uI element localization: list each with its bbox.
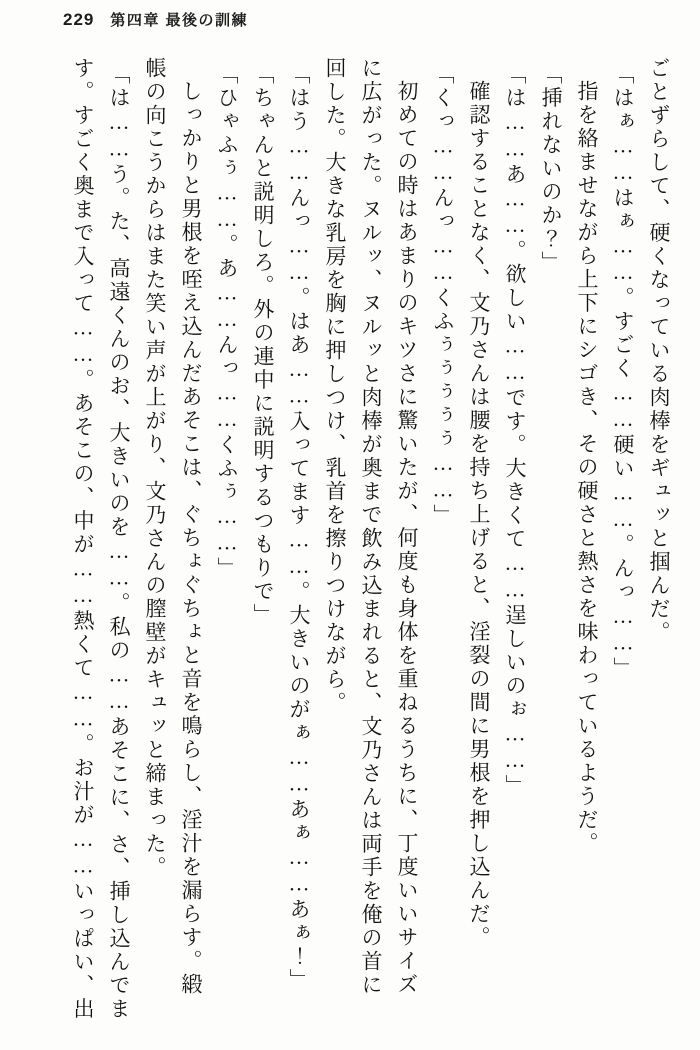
text-column: 「はぁ……はぁ……。すごく……硬い……。んっ……」 <box>611 63 635 681</box>
text-column: 「ちゃんと説明しろ。外の連中に説明するつもりで」 <box>251 63 275 627</box>
text-column: ごとずらして、硬くなっている肉棒をギュッと掴んだ。 <box>647 57 671 645</box>
text-column: 回した。大きな乳房を胸に押しつけ、乳首を擦りつけながら。 <box>323 57 347 715</box>
text-column: 確認することなく、文乃さんは腰を持ち上げると、淫裂の間に男根を押し込んだ。 <box>467 80 491 950</box>
text-column: 指を絡ませながら上下にシゴき、その硬さと熱さを味わっているようだ。 <box>575 80 599 856</box>
text-column: に広がった。ヌルッ、ヌルッと肉棒が奥まで飲み込まれると、文乃さんは両手を俺の首に <box>359 57 383 997</box>
chapter-title: 第四章 最後の訓練 <box>110 12 249 29</box>
text-column: 「くっ……んっ……くふぅぅぅぅぅ……」 <box>431 63 455 528</box>
text-column: 「ひゃふぅ……。あ……んっ……くふぅ……」 <box>215 63 239 581</box>
page-number: 229 <box>63 10 95 29</box>
text-body <box>65 57 677 1047</box>
text-column: しっかりと男根を咥え込んだあそこは、ぐちょぐちょと音を鳴らし、淫汁を漏らす。緞 <box>179 80 203 997</box>
text-column: 初めての時はあまりのキツさに驚いたが、何度も身体を重ねるうちに、丁度いいサイズ <box>395 80 419 997</box>
text-column: 帳の向こうからはまた笑い声が上がり、文乃さんの膣壁がキュッと締まった。 <box>143 57 167 880</box>
text-column: す。すごく奥まで入って……。あそこの、中が……熱くて……。お汁が……いっぱい、出 <box>71 57 95 1021</box>
text-column: 「は……う。た、高遠くんのお、大きいのを……。私の……あそこに、さ、挿し込んでま <box>107 63 131 1021</box>
text-column: 「挿れないのか？」 <box>539 63 563 275</box>
running-head <box>63 9 248 30</box>
text-column: 「はう……んっ……。はあ……入ってます……。大きいのがぁ……あぁ……あぁ！」 <box>287 63 311 992</box>
text-column: 「は……あ……。欲しい……です。大きくて……逞しいのぉ……」 <box>503 63 527 798</box>
